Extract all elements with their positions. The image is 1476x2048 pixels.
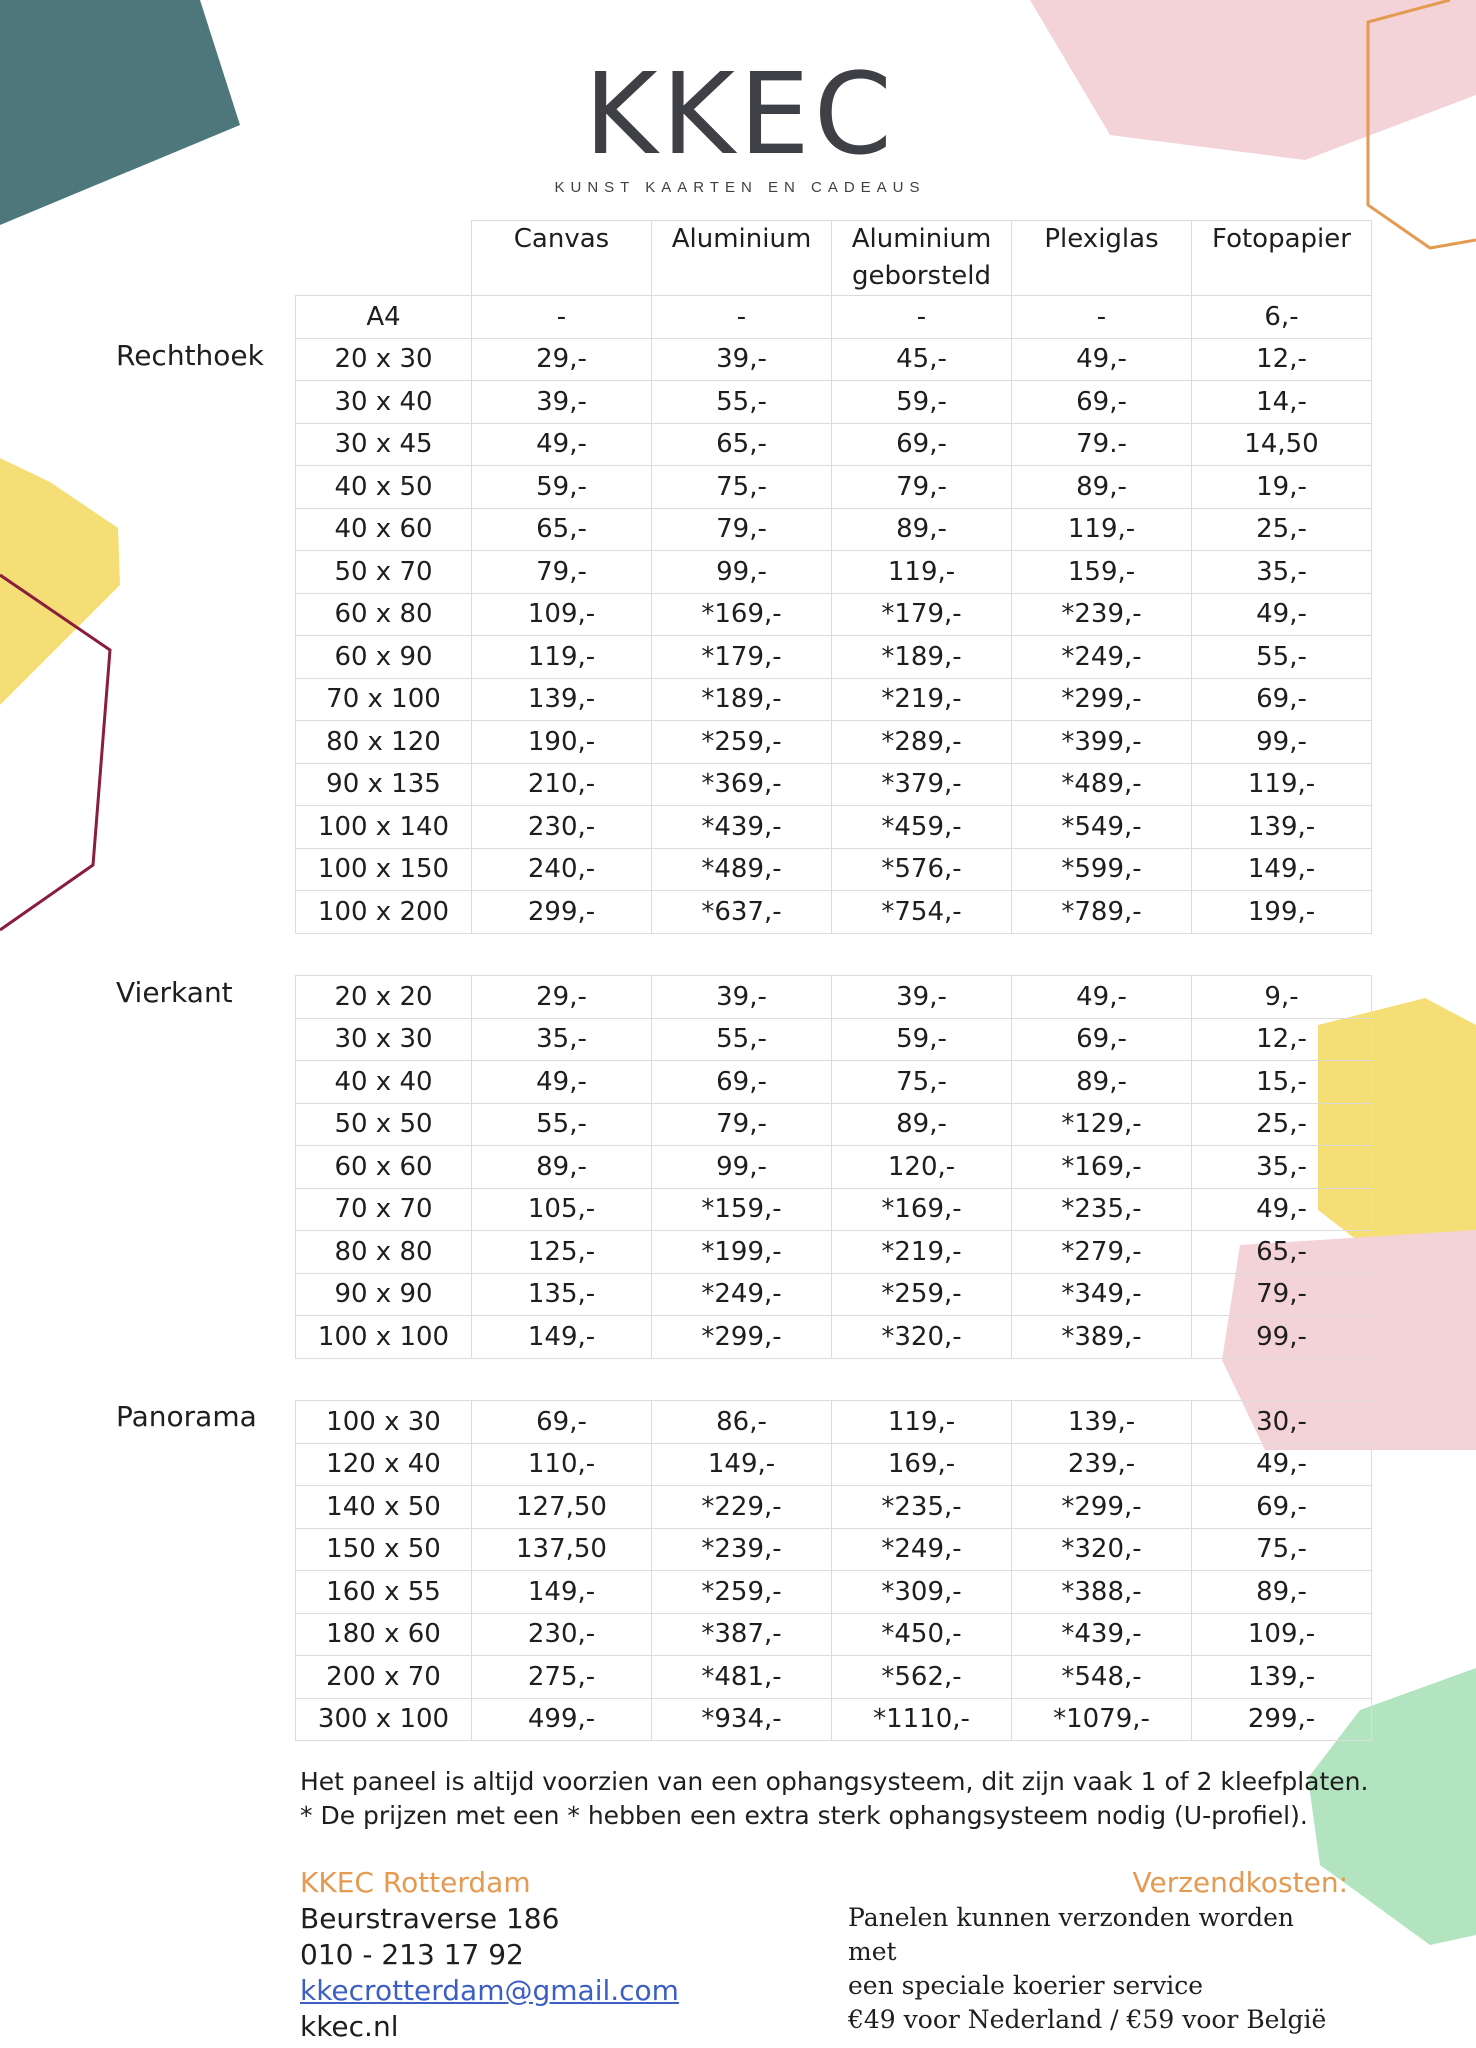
price-cell: 75,- (832, 1061, 1012, 1104)
shipping-block (848, 1865, 1348, 2037)
price-cell: *439,- (652, 806, 832, 849)
price-cell: *169,- (1012, 1146, 1192, 1189)
price-cell: 35,- (1192, 551, 1372, 594)
table-row (296, 1188, 1372, 1231)
price-cell: 12,- (1192, 1018, 1372, 1061)
price-cell: *576,- (832, 848, 1012, 891)
size-cell: 200 x 70 (296, 1656, 472, 1699)
price-cell: *789,- (1012, 891, 1192, 934)
price-cell: 239,- (1012, 1443, 1192, 1486)
price-cell: 275,- (472, 1656, 652, 1699)
table-row (296, 976, 1372, 1019)
price-cell: 55,- (1192, 636, 1372, 679)
price-cell: 79,- (832, 466, 1012, 509)
price-cell: 45,- (832, 338, 1012, 381)
contact-address: Beurstraverse 186 (300, 1902, 560, 1935)
table-row (296, 1061, 1372, 1104)
price-cell: 65,- (1192, 1231, 1372, 1274)
price-cell: *388,- (1012, 1571, 1192, 1614)
table-row (296, 1316, 1372, 1359)
price-cell: 119,- (472, 636, 652, 679)
price-cell: *259,- (832, 1273, 1012, 1316)
size-cell: 70 x 100 (296, 678, 472, 721)
price-cell: - (1012, 296, 1192, 339)
price-cell: *239,- (1012, 593, 1192, 636)
teal-hexagon-shape (0, 0, 240, 225)
price-cell: 6,- (1192, 296, 1372, 339)
price-cell: 69,- (1012, 1018, 1192, 1061)
price-cell: 39,- (652, 976, 832, 1019)
price-table-rechthoek (295, 220, 1372, 934)
price-cell: *169,- (652, 593, 832, 636)
price-cell: *637,- (652, 891, 832, 934)
size-cell: 90 x 90 (296, 1273, 472, 1316)
price-cell: 119,- (832, 551, 1012, 594)
price-cell: 55,- (472, 1103, 652, 1146)
size-cell: 100 x 30 (296, 1401, 472, 1444)
price-cell: *459,- (832, 806, 1012, 849)
table-row (296, 381, 1372, 424)
size-cell: 100 x 200 (296, 891, 472, 934)
price-cell: 9,- (1192, 976, 1372, 1019)
price-cell: *439,- (1012, 1613, 1192, 1656)
price-cell: 89,- (832, 1103, 1012, 1146)
price-cell: 49,- (1012, 338, 1192, 381)
price-cell: 69,- (472, 1401, 652, 1444)
section-label-vierkant: Vierkant (116, 976, 233, 1009)
price-cell: *179,- (652, 636, 832, 679)
price-cell: 109,- (472, 593, 652, 636)
price-cell: *219,- (832, 1231, 1012, 1274)
price-cell: 86,- (652, 1401, 832, 1444)
note-ophangsysteem: Het paneel is altijd voorzien van een ophangsysteem, dit zijn vaak 1 of 2 kleefplaten. (300, 1767, 1369, 1796)
price-cell: *249,- (652, 1273, 832, 1316)
size-cell: 300 x 100 (296, 1698, 472, 1741)
size-cell: 20 x 30 (296, 338, 472, 381)
table-row (296, 891, 1372, 934)
price-cell: *179,- (832, 593, 1012, 636)
size-cell: 40 x 50 (296, 466, 472, 509)
price-cell: 159,- (1012, 551, 1192, 594)
table-row (296, 848, 1372, 891)
price-cell: 69,- (1192, 678, 1372, 721)
price-cell: 89,- (472, 1146, 652, 1189)
price-cell: 149,- (472, 1316, 652, 1359)
price-cell: *548,- (1012, 1656, 1192, 1699)
price-cell: 59,- (832, 381, 1012, 424)
price-cell: 69,- (1192, 1486, 1372, 1529)
price-cell: 30,- (1192, 1401, 1372, 1444)
price-cell: *259,- (652, 721, 832, 764)
price-cell: 69,- (832, 423, 1012, 466)
price-cell: *239,- (652, 1528, 832, 1571)
size-cell: 50 x 70 (296, 551, 472, 594)
price-cell: 199,- (1192, 891, 1372, 934)
logo-mark: KKEC (584, 50, 896, 180)
price-cell: 15,- (1192, 1061, 1372, 1104)
price-cell: 89,- (832, 508, 1012, 551)
size-cell: 100 x 140 (296, 806, 472, 849)
price-cell: 69,- (1012, 381, 1192, 424)
price-cell: 59,- (832, 1018, 1012, 1061)
table-row (296, 721, 1372, 764)
column-header: Canvas (472, 221, 652, 296)
price-cell: *369,- (652, 763, 832, 806)
price-cell: 119,- (1012, 508, 1192, 551)
price-cell: 139,- (1192, 1656, 1372, 1699)
price-cell: 89,- (1012, 1061, 1192, 1104)
price-cell: 119,- (832, 1401, 1012, 1444)
price-cell: 137,50 (472, 1528, 652, 1571)
price-cell: *249,- (832, 1528, 1012, 1571)
size-cell: 30 x 45 (296, 423, 472, 466)
price-cell: - (832, 296, 1012, 339)
price-cell: *349,- (1012, 1273, 1192, 1316)
table-row (296, 508, 1372, 551)
size-cell: 100 x 150 (296, 848, 472, 891)
price-cell: *389,- (1012, 1316, 1192, 1359)
size-cell: 30 x 30 (296, 1018, 472, 1061)
price-cell: 35,- (1192, 1146, 1372, 1189)
price-cell: *934,- (652, 1698, 832, 1741)
price-cell: 49,- (1012, 976, 1192, 1019)
size-cell: 40 x 40 (296, 1061, 472, 1104)
price-cell: *450,- (832, 1613, 1012, 1656)
size-cell: 90 x 135 (296, 763, 472, 806)
notes (300, 1765, 1368, 1833)
price-cell: - (652, 296, 832, 339)
shipping-line-1: Panelen kunnen verzonden worden met (848, 1903, 1294, 1966)
price-cell: *387,- (652, 1613, 832, 1656)
price-cell: 49,- (472, 423, 652, 466)
table-row (296, 296, 1372, 339)
price-cell: 39,- (832, 976, 1012, 1019)
size-cell: 50 x 50 (296, 1103, 472, 1146)
price-cell: 299,- (1192, 1698, 1372, 1741)
size-cell: 30 x 40 (296, 381, 472, 424)
price-cell: 49,- (1192, 1188, 1372, 1231)
table-row (296, 338, 1372, 381)
price-cell: 105,- (472, 1188, 652, 1231)
table-row (296, 1018, 1372, 1061)
price-cell: *229,- (652, 1486, 832, 1529)
price-cell: *309,- (832, 1571, 1012, 1614)
price-cell: 55,- (652, 381, 832, 424)
table-row (296, 423, 1372, 466)
price-cell: 14,50 (1192, 423, 1372, 466)
table-row (296, 1613, 1372, 1656)
price-cell: 79,- (472, 551, 652, 594)
price-cell: 127,50 (472, 1486, 652, 1529)
price-cell: 499,- (472, 1698, 652, 1741)
contact-phone: 010 - 213 17 92 (300, 1938, 524, 1971)
price-cell: 79,- (652, 1103, 832, 1146)
price-cell: 25,- (1192, 1103, 1372, 1146)
size-cell: 150 x 50 (296, 1528, 472, 1571)
logo-tagline: KUNST KAARTEN EN CADEAUS (554, 179, 926, 196)
price-cell: *481,- (652, 1656, 832, 1699)
price-cell: 230,- (472, 1613, 652, 1656)
price-cell: *199,- (652, 1231, 832, 1274)
price-cell: 110,- (472, 1443, 652, 1486)
table-row (296, 593, 1372, 636)
price-cell: *259,- (652, 1571, 832, 1614)
price-cell: - (472, 296, 652, 339)
price-cell: 75,- (652, 466, 832, 509)
size-cell: A4 (296, 296, 472, 339)
price-cell: *249,- (1012, 636, 1192, 679)
kkec-logo (540, 50, 940, 196)
price-cell: *159,- (652, 1188, 832, 1231)
price-cell: 79,- (1192, 1273, 1372, 1316)
price-cell: 99,- (1192, 1316, 1372, 1359)
price-cell: *1110,- (832, 1698, 1012, 1741)
table-row (296, 1698, 1372, 1741)
price-cell: 125,- (472, 1231, 652, 1274)
size-cell: 20 x 20 (296, 976, 472, 1019)
size-cell: 160 x 55 (296, 1571, 472, 1614)
note-asterisk: * De prijzen met een * hebben een extra sterk ophangsysteem nodig (U-profiel). (300, 1801, 1308, 1830)
price-cell: 240,- (472, 848, 652, 891)
contact-website: kkec.nl (300, 2010, 399, 2043)
price-cell: *320,- (832, 1316, 1012, 1359)
table-row (296, 1443, 1372, 1486)
price-cell: *219,- (832, 678, 1012, 721)
price-cell: 69,- (652, 1061, 832, 1104)
price-cell: 99,- (1192, 721, 1372, 764)
table-row (296, 1401, 1372, 1444)
table-row (296, 1486, 1372, 1529)
price-cell: *299,- (1012, 678, 1192, 721)
column-header: Aluminium geborsteld (832, 221, 1012, 296)
header-blank-cell (296, 221, 472, 296)
price-cell: *489,- (1012, 763, 1192, 806)
table-row (296, 1231, 1372, 1274)
price-cell: 230,- (472, 806, 652, 849)
price-cell: 14,- (1192, 381, 1372, 424)
price-cell: 49,- (472, 1061, 652, 1104)
price-cell: 139,- (472, 678, 652, 721)
price-cell: *279,- (1012, 1231, 1192, 1274)
price-cell: 120,- (832, 1146, 1012, 1189)
contact-email-link[interactable]: kkecrotterdam@gmail.com (300, 1974, 679, 2007)
price-cell: 75,- (1192, 1528, 1372, 1571)
price-cell: 109,- (1192, 1613, 1372, 1656)
price-cell: *754,- (832, 891, 1012, 934)
price-cell: 65,- (472, 508, 652, 551)
price-cell: 35,- (472, 1018, 652, 1061)
price-cell: *320,- (1012, 1528, 1192, 1571)
size-cell: 70 x 70 (296, 1188, 472, 1231)
column-header: Fotopapier (1192, 221, 1372, 296)
price-cell: 169,- (832, 1443, 1012, 1486)
column-header: Plexiglas (1012, 221, 1192, 296)
price-cell: *169,- (832, 1188, 1012, 1231)
size-cell: 80 x 80 (296, 1231, 472, 1274)
table-row (296, 1146, 1372, 1189)
price-cell: 190,- (472, 721, 652, 764)
price-cell: 12,- (1192, 338, 1372, 381)
price-cell: 19,- (1192, 466, 1372, 509)
size-cell: 60 x 80 (296, 593, 472, 636)
price-cell: *289,- (832, 721, 1012, 764)
price-cell: 99,- (652, 551, 832, 594)
price-cell: 49,- (1192, 593, 1372, 636)
price-cell: 149,- (1192, 848, 1372, 891)
section-label-panorama: Panorama (116, 1400, 257, 1433)
price-cell: 49,- (1192, 1443, 1372, 1486)
table-row (296, 763, 1372, 806)
price-table-vierkant (295, 975, 1372, 1359)
price-cell: 29,- (472, 338, 652, 381)
price-cell: 59,- (472, 466, 652, 509)
price-cell: 29,- (472, 976, 652, 1019)
price-cell: *299,- (1012, 1486, 1192, 1529)
contact-title: KKEC Rotterdam (300, 1866, 531, 1899)
price-cell: *129,- (1012, 1103, 1192, 1146)
price-cell: 25,- (1192, 508, 1372, 551)
column-header: Aluminium (652, 221, 832, 296)
price-cell: *299,- (652, 1316, 832, 1359)
price-cell: 210,- (472, 763, 652, 806)
size-cell: 80 x 120 (296, 721, 472, 764)
shipping-line-3: €49 voor Nederland / €59 voor België (848, 2005, 1327, 2034)
price-cell: 55,- (652, 1018, 832, 1061)
price-cell: 139,- (1012, 1401, 1192, 1444)
price-cell: *235,- (832, 1486, 1012, 1529)
price-cell: *1079,- (1012, 1698, 1192, 1741)
table-row (296, 1571, 1372, 1614)
table-row (296, 1103, 1372, 1146)
price-cell: *379,- (832, 763, 1012, 806)
pink-top-shape (1030, 0, 1476, 160)
shipping-line-2: een speciale koerier service (848, 1971, 1204, 2000)
table-row (296, 1656, 1372, 1699)
price-cell: 89,- (1192, 1571, 1372, 1614)
size-cell: 140 x 50 (296, 1486, 472, 1529)
price-cell: 299,- (472, 891, 652, 934)
table-row (296, 678, 1372, 721)
price-cell: *562,- (832, 1656, 1012, 1699)
section-label-rechthoek: Rechthoek (116, 339, 264, 372)
table-row (296, 636, 1372, 679)
price-cell: 149,- (472, 1571, 652, 1614)
price-cell: *189,- (832, 636, 1012, 679)
contact-block (300, 1865, 679, 2045)
price-cell: 79,- (652, 508, 832, 551)
size-cell: 60 x 90 (296, 636, 472, 679)
price-cell: 149,- (652, 1443, 832, 1486)
price-cell: 39,- (472, 381, 652, 424)
price-cell: *489,- (652, 848, 832, 891)
price-cell: 89,- (1012, 466, 1192, 509)
price-cell: 119,- (1192, 763, 1372, 806)
price-cell: *599,- (1012, 848, 1192, 891)
price-cell: *189,- (652, 678, 832, 721)
price-cell: 135,- (472, 1273, 652, 1316)
yellow-left-shape (0, 458, 120, 705)
size-cell: 180 x 60 (296, 1613, 472, 1656)
size-cell: 120 x 40 (296, 1443, 472, 1486)
price-cell: 79.- (1012, 423, 1192, 466)
price-table-panorama (295, 1400, 1372, 1741)
size-cell: 40 x 60 (296, 508, 472, 551)
table-row (296, 806, 1372, 849)
price-cell: *549,- (1012, 806, 1192, 849)
table-row (296, 551, 1372, 594)
table-row (296, 1528, 1372, 1571)
price-cell: *235,- (1012, 1188, 1192, 1231)
price-cell: 139,- (1192, 806, 1372, 849)
shipping-title: Verzendkosten: (1132, 1866, 1348, 1899)
size-cell: 100 x 100 (296, 1316, 472, 1359)
table-header-row (296, 221, 1372, 296)
price-cell: 65,- (652, 423, 832, 466)
price-cell: *399,- (1012, 721, 1192, 764)
price-cell: 99,- (652, 1146, 832, 1189)
size-cell: 60 x 60 (296, 1146, 472, 1189)
price-cell: 39,- (652, 338, 832, 381)
table-row (296, 466, 1372, 509)
table-row (296, 1273, 1372, 1316)
